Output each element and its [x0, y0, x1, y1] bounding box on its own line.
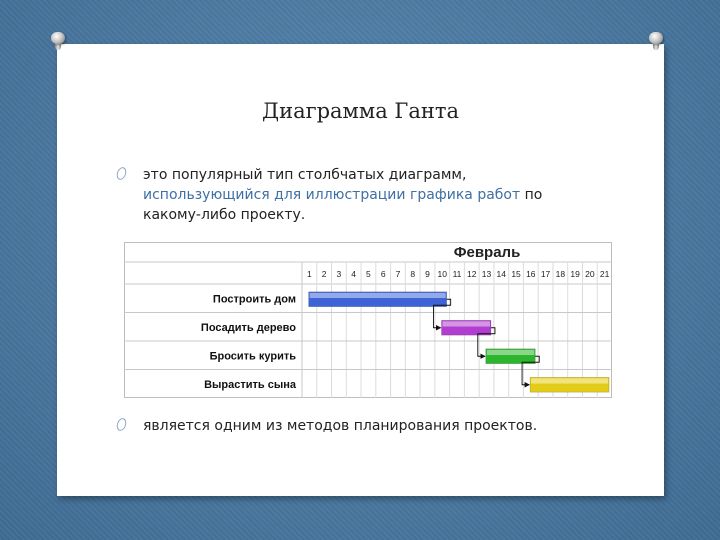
- day-tick-label: 14: [496, 269, 507, 279]
- day-tick-label: 11: [452, 269, 462, 279]
- day-tick-label: 6: [380, 269, 386, 279]
- day-tick-label: 10: [437, 269, 447, 279]
- bullet-text-highlight: использующийся для иллюстрации графика работ: [143, 187, 521, 203]
- task-bar-highlight: [443, 321, 490, 326]
- gantt-chart: [124, 242, 612, 398]
- day-tick-label: 18: [555, 269, 566, 279]
- day-tick-label: 20: [585, 269, 595, 279]
- day-tick-label: 15: [511, 269, 521, 279]
- bullet-mark-icon: [115, 166, 128, 181]
- day-tick-label: 13: [481, 269, 492, 279]
- bullet-text-line3: какому-либо проекту.: [143, 207, 306, 223]
- day-tick-label: 9: [425, 269, 430, 279]
- bullet-mark-icon: [115, 417, 128, 432]
- slide-title: Диаграмма Ганта: [262, 99, 459, 123]
- task-label: Бросить курить: [209, 350, 296, 363]
- day-tick-label: 4: [351, 269, 357, 279]
- bullet-text-line1: это популярный тип столбчатых диаграмм,: [143, 167, 467, 183]
- day-tick-label: 19: [570, 269, 580, 279]
- day-tick-label: 5: [366, 269, 371, 279]
- task-bar-highlight: [310, 293, 446, 298]
- task-label: Построить дом: [212, 293, 296, 306]
- task-label: Посадить дерево: [200, 321, 296, 334]
- day-tick-label: 2: [321, 269, 327, 279]
- day-tick-label: 12: [467, 269, 477, 279]
- task-bar-highlight: [487, 350, 534, 355]
- day-tick-label: 16: [526, 269, 536, 279]
- bullet-text: является одним из методов планирования проектов.: [143, 418, 538, 434]
- day-tick-label: 3: [336, 269, 342, 279]
- day-tick-label: 17: [540, 269, 551, 279]
- day-tick-label: 7: [395, 269, 401, 279]
- pushpin-icon: [648, 32, 664, 50]
- task-label: Вырастить сына: [204, 378, 296, 391]
- task-bar-highlight: [531, 378, 608, 383]
- pushpin-icon: [50, 32, 66, 50]
- day-tick-label: 21: [599, 269, 610, 279]
- day-tick-label: 1: [307, 269, 312, 279]
- gantt-chart-svg: [124, 242, 612, 398]
- chart-title: Февраль: [453, 244, 521, 261]
- bullet-text-po: по: [520, 187, 543, 203]
- day-tick-label: 8: [410, 269, 416, 279]
